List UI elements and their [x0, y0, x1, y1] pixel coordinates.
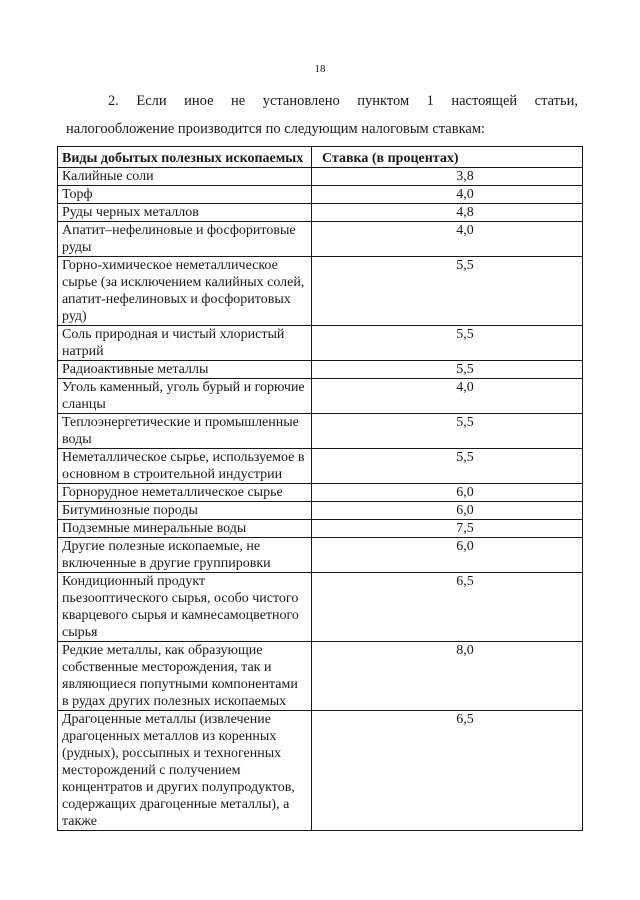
mineral-kind-cell: Торф: [58, 186, 312, 204]
mineral-kind-cell: Апатит–нефелиновые и фосфоритовые руды: [58, 222, 312, 257]
table-row: [58, 379, 583, 414]
mineral-kind-cell: Теплоэнергетические и промышленные воды: [58, 414, 312, 449]
rate-cell: 4,0: [312, 222, 583, 257]
table-row: [58, 484, 583, 502]
rate-cell: 4,8: [312, 204, 583, 222]
mineral-kind-cell: Битуминозные породы: [58, 502, 312, 520]
header-mineral-kind: Виды добытых полезных ископаемых: [58, 147, 312, 168]
table-header-row: [58, 147, 583, 168]
mineral-kind-cell: Уголь каменный, уголь бурый и горючие сланцы: [58, 379, 312, 414]
table-row: [58, 642, 583, 711]
paragraph-line-1: 2. Если иное не установлено пунктом 1 настоящей статьи,: [108, 93, 578, 109]
table-row: [58, 502, 583, 520]
table-row: [58, 186, 583, 204]
rate-cell: 5,5: [312, 361, 583, 379]
table-row: [58, 204, 583, 222]
mineral-kind-cell: Горно-химическое неметаллическое сырье (за исключением калийных солей, апатит-нефелиновых и фосфоритовых руд): [58, 257, 312, 326]
table-row: [58, 538, 583, 573]
rate-cell: 6,5: [312, 711, 583, 831]
table-row: [58, 361, 583, 379]
rate-cell: 4,0: [312, 186, 583, 204]
rate-cell: 5,5: [312, 449, 583, 484]
table-row: [58, 711, 583, 831]
rate-cell: 4,0: [312, 379, 583, 414]
rate-cell: 3,8: [312, 168, 583, 186]
rate-cell: 6,5: [312, 573, 583, 642]
page-number: 18: [314, 63, 326, 75]
mineral-kind-cell: Руды черных металлов: [58, 204, 312, 222]
table-row: [58, 520, 583, 538]
mineral-kind-cell: Калийные соли: [58, 168, 312, 186]
mineral-kind-cell: Кондиционный продукт пьезооптического сырья, особо чистого кварцевого сырья и камнесамоцветного сырья: [58, 573, 312, 642]
table-row: [58, 168, 583, 186]
mineral-kind-cell: Редкие металлы, как образующие собственные месторождения, так и являющиеся попутными компонентами в рудах других полезных ископаемых: [58, 642, 312, 711]
rate-cell: 8,0: [312, 642, 583, 711]
table-row: [58, 326, 583, 361]
rate-cell: 6,0: [312, 538, 583, 573]
mineral-kind-cell: Подземные минеральные воды: [58, 520, 312, 538]
table-row: [58, 257, 583, 326]
rate-cell: 7,5: [312, 520, 583, 538]
table-row: [58, 222, 583, 257]
rate-cell: 5,5: [312, 326, 583, 361]
table-row: [58, 573, 583, 642]
mineral-kind-cell: Соль природная и чистый хлористый натрий: [58, 326, 312, 361]
rate-cell: 6,0: [312, 484, 583, 502]
mineral-kind-cell: Радиоактивные металлы: [58, 361, 312, 379]
rate-cell: 5,5: [312, 257, 583, 326]
mineral-kind-cell: Неметаллическое сырье, используемое в основном в строительной индустрии: [58, 449, 312, 484]
paragraph-line-2: налогообложение производится по следующим налоговым ставкам:: [66, 121, 486, 137]
mineral-kind-cell: Драгоценные металлы (извлечение драгоценных металлов из коренных (рудных), россыпных и техногенных месторождений с получением концентратов и других полупродуктов, содержащих драгоценные металлы), а также: [58, 711, 312, 831]
mineral-kind-cell: Другие полезные ископаемые, не включенные в другие группировки: [58, 538, 312, 573]
table-row: [58, 449, 583, 484]
tax-rate-table: [57, 146, 583, 831]
rate-cell: 6,0: [312, 502, 583, 520]
table-row: [58, 414, 583, 449]
mineral-kind-cell: Горнорудное неметаллическое сырье: [58, 484, 312, 502]
rate-cell: 5,5: [312, 414, 583, 449]
table-body: [58, 168, 583, 831]
header-rate: Ставка (в процентах): [312, 147, 583, 168]
